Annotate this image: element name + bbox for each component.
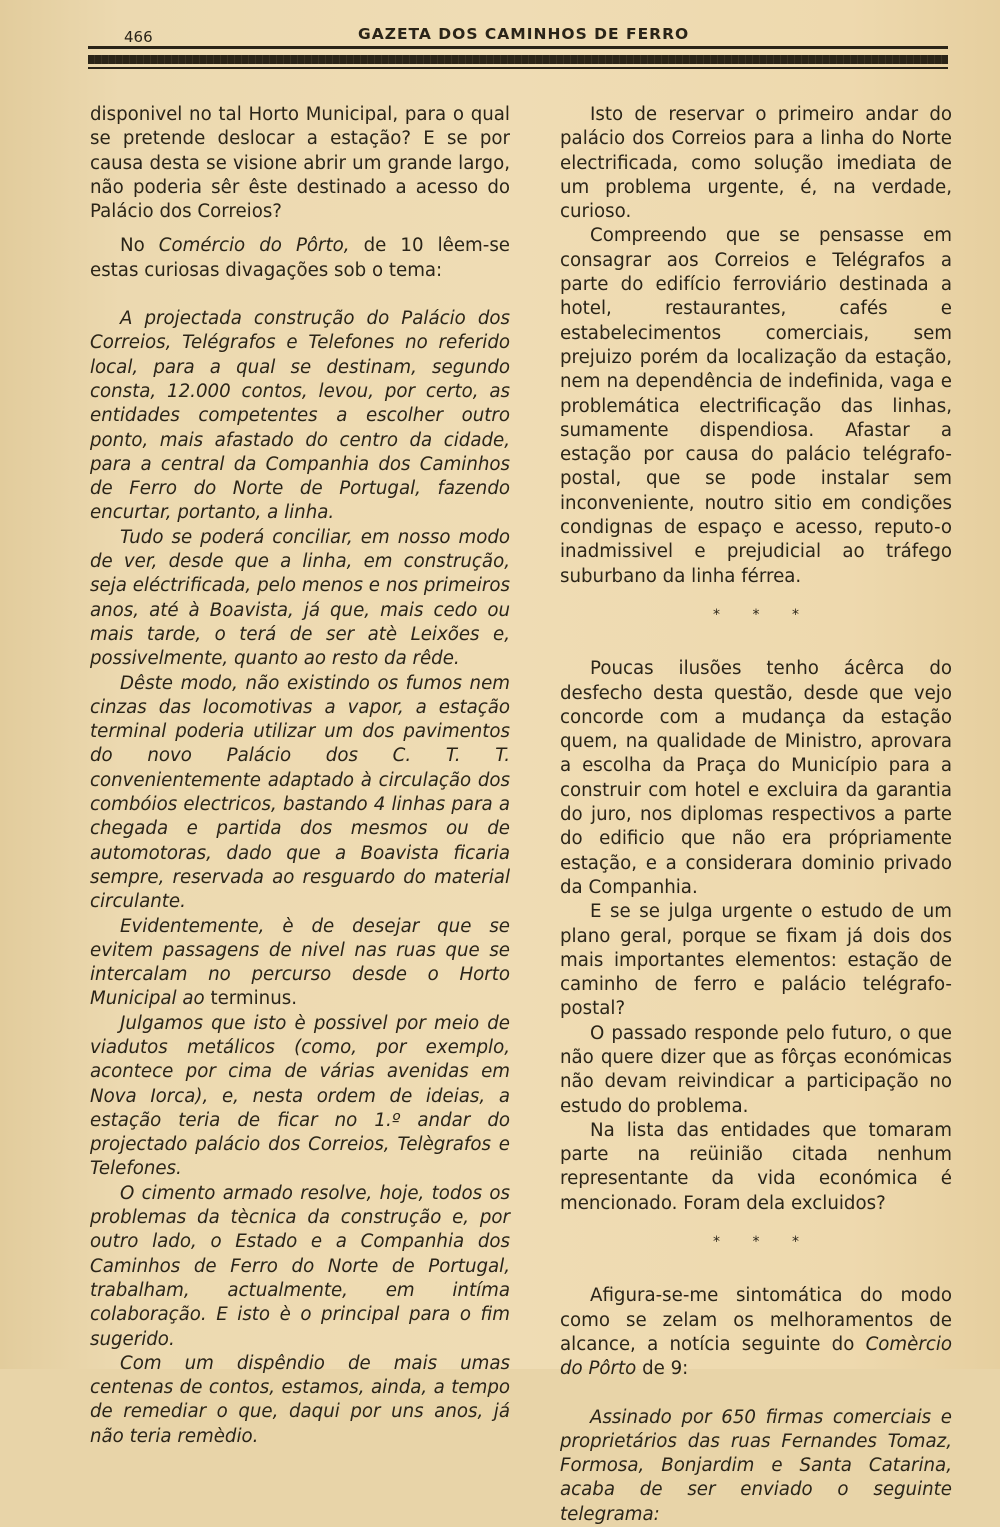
quoted-paragraph: Assinado por 650 firmas comerciais e proprietários das ruas Fernandes Tomaz, Formosa, Bonjardim e Santa Catarina, acaba de ser enviado o seguinte telegrama: [560,1406,952,1525]
page-number: 466 [124,28,153,46]
text-run: de 9: [636,1358,689,1380]
header-rule-thick [88,55,948,64]
section-separator: * * * [713,1234,813,1251]
paragraph: O passado responde pelo futuro, o que não quere dizer que as fôrças económicas não devam reivindicar a participação no estudo do problema. [560,1022,952,1117]
text-run: de 10 lêem-se estas curiosas divagações sob o tema: [90,235,510,281]
section-separator: * * * [713,606,813,623]
paragraph: Na lista das entidades que tomaram parte na reüinião citada nenhum representante da vida económica é mencionado. Foram dela excluidos? [560,1119,952,1214]
paragraph [560,1284,952,1381]
text-run: terminus. [204,988,297,1010]
paragraph: Isto de reservar o primeiro andar do palácio dos Correios para a linha do Norte electrificada, como solução imediata de um problema urgente, é, na verdade, curioso. [560,104,952,223]
paragraph: disponivel no tal Horto Municipal, para o qual se pretende deslocar a estação? E se por causa desta se visione abrir um grande largo, não poderia sêr êste destinado a acesso do Palácio dos Correios? [90,104,510,223]
paragraph [90,234,510,283]
paragraph: E se se julga urgente o estudo de um plano geral, porque se fixam já dois dos mais importantes elementos: estação de caminho de ferro e palácio telégrafo-postal? [560,901,952,1020]
text-run: No [120,235,159,257]
quoted-paragraph: Dêste modo, não existindo os fumos nem cinzas das locomotivas a vapor, a estação terminal poderia utilizar um dos pavimentos do novo Palácio dos C. T. T. convenientemente adaptado à circulação dos combóios electricos, bastando 4 linhas para a chegada e partida dos mesmos ou de automotoras, dado que a Boavista ficaria sempre, reservada ao resguardo do material circulante. [90,672,510,913]
quoted-paragraph: Julgamos que isto è possivel por meio de viadutos metálicos (como, por exemplo, acontece por cima de várias avenidas em Nova Iorca), e, nesta ordem de ideias, a estação teria de ficar no 1.º andar do projectado palácio dos Correios, Telègrafos e Telefones. [90,1012,510,1180]
header-rule-top [88,46,948,49]
paragraph: Compreendo que se pensasse em consagrar aos Correios e Telégrafos a parte do edifício ferroviário destinada a hotel, restaurantes, cafés e estabelecimentos comerciais, sem prejuizo porém da localização da estação, nem na dependência de indefinida, vaga e problemática electrificação das linhas, sumamente dispendiosa. Afastar a estação por causa do palácio telégrafo-postal, que se pode instalar sem inconveniente, noutro sitio em condições condignas de espaço e acesso, reputo-o inadmissivel e prejudicial ao tráfego suburbano da linha férrea. [560,225,952,587]
paragraph: Poucas ilusões tenho ácêrca do desfecho desta questão, desde que vejo concorde com a mudança da estação quem, na qualidade de Ministro, aprovara a escolha da Praça do Município para a construir com hotel e excluira da garantia do juro, nos diplomas respectivos a parte do edificio que não era própriamente estação, e a considerara dominio privado da Companhia. [560,658,952,898]
right-column [560,103,952,1527]
quoted-paragraph [90,915,510,1012]
header-rule-bottom [88,67,948,69]
newspaper-name: Comércio do Pôrto, [158,235,350,257]
quoted-paragraph: Com um dispêndio de mais umas centenas de contos, estamos, ainda, a tempo de remediar o que, daqui por uns anos, já não teria remèdio. [90,1352,510,1447]
text-run: Afigura-se-me sintomática do modo como se zelam os melhoramentos de alcance, a notícia seguinte do [560,1285,952,1355]
quoted-paragraph: A projectada construção do Palácio dos Correios, Telégrafos e Telefones no referido local, para a qual se destinam, segundo consta, 12.000 contos, levou, por certo, as entidades competentes a escolher outro ponto, mais afastado do centro da cidade, para a central da Companhia dos Caminhos de Ferro do Norte de Portugal, fazendo encurtar, portanto, a linha. [90,308,510,524]
quoted-paragraph: O cimento armado resolve, hoje, todos os problemas da tècnica da construção e, por outro lado, o Estado e a Companhia dos Caminhos de Ferro do Norte de Portugal, trabalham, actualmente, em intíma colaboração. E isto è o principal para o fim sugerido. [90,1182,510,1350]
quoted-paragraph: Tudo se poderá conciliar, em nosso modo de ver, desde que a linha, em construção, seja eléctrificada, pelo menos e nos primeiros anos, até à Boavista, já que, mais cedo ou mais tarde, o terá de ser atè Leixões e, possivelmente, quanto ao resto da rêde. [90,526,510,670]
text-run: Evidentemente, è de desejar que se evitem passagens de nivel nas ruas que se intercalam no percurso desde o Horto Municipal ao [90,915,510,1010]
page-header [88,22,948,48]
journal-title: GAZETA DOS CAMINHOS DE FERRO [358,25,690,43]
left-column [90,103,510,1449]
newspaper-name: Comèrcio do Pôrto [560,1333,952,1380]
